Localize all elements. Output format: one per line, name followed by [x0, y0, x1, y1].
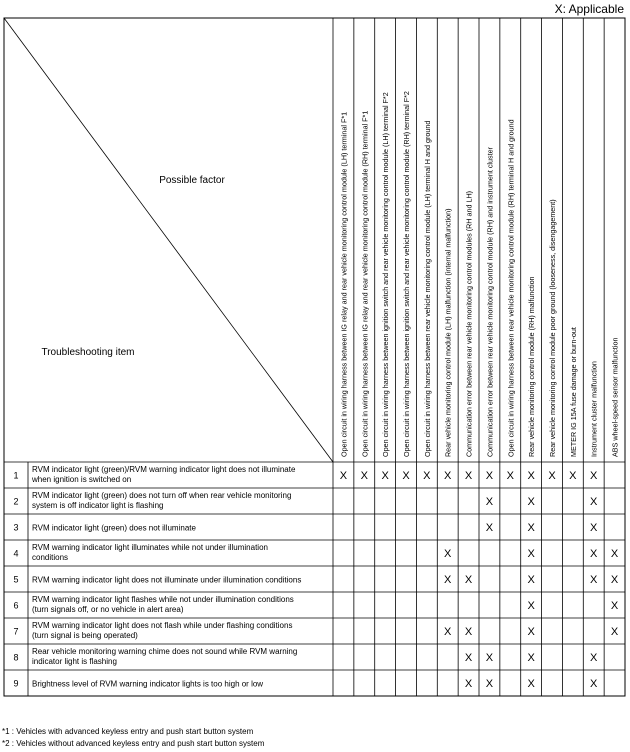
table-body: [13, 465, 618, 690]
applicable-mark: X: [423, 470, 431, 482]
applicable-mark: X: [444, 574, 452, 586]
applicable-mark: X: [527, 496, 535, 508]
table-row: [13, 678, 598, 690]
table-row: [13, 491, 598, 510]
applicable-mark: X: [548, 470, 556, 482]
row-number: 1: [13, 470, 19, 481]
troubleshooting-item-text: when ignition is switched on: [32, 475, 132, 484]
applicable-mark: X: [590, 678, 598, 690]
applicable-mark: X: [506, 470, 514, 482]
row-number: 4: [13, 548, 19, 559]
applicable-mark: X: [339, 470, 348, 482]
row-number: 7: [13, 626, 19, 637]
troubleshooting-item-text: conditions: [32, 553, 69, 562]
row-number: 5: [13, 574, 19, 585]
header-diagonal: [4, 18, 333, 462]
applicable-mark: X: [590, 522, 598, 534]
footnotes: [2, 726, 264, 750]
factor-label: Communication error between rear vehicle monitoring control modules (RH and LH): [464, 190, 474, 457]
applicable-mark: X: [610, 626, 619, 638]
applicable-mark: X: [485, 522, 494, 534]
applicable-mark: X: [444, 626, 452, 638]
table-row: [13, 465, 598, 484]
factor-label: Open circuit in wiring harness between rear vehicle monitoring control module (LH) terminal H and ground: [422, 120, 432, 457]
applicable-mark: X: [444, 470, 452, 482]
applicable-mark: X: [590, 574, 598, 586]
table-row: [13, 647, 598, 666]
troubleshooting-item-text: indicator light is flashing: [32, 657, 117, 666]
row-number: 8: [13, 652, 19, 663]
applicable-mark: X: [485, 496, 494, 508]
applicable-mark: X: [527, 678, 535, 690]
troubleshooting-item-label: Troubleshooting item: [41, 347, 135, 358]
table-row: [13, 574, 618, 586]
troubleshooting-item-text: system is off indicator light is flashing: [32, 501, 164, 510]
factor-label: Rear vehicle monitoring control module poor ground (looseness, disengagement): [548, 199, 557, 457]
applicable-mark: X: [590, 470, 598, 482]
factor-label: METER IG 15A fuse damage or burn-out: [568, 327, 578, 457]
footnote-2: *2 : Vehicles without advanced keyless entry and push start button system: [2, 739, 265, 748]
table-row: [13, 543, 618, 562]
applicable-mark: X: [464, 470, 473, 482]
applicable-mark: X: [464, 652, 473, 664]
applicable-mark: X: [527, 600, 535, 612]
troubleshooting-item-text: RVM warning indicator light does not illuminate under illumination conditions: [32, 575, 302, 585]
applicable-mark: X: [590, 652, 598, 664]
applicable-mark: X: [485, 678, 494, 690]
applicable-mark: X: [464, 626, 473, 638]
footnote-1: *1 : Vehicles with advanced keyless entry and push start button system: [2, 727, 254, 736]
troubleshooting-item-text: RVM indicator light (green) does not turn off when rear vehicle monitoring: [32, 491, 292, 500]
troubleshooting-item-text: RVM warning indicator light flashes while not under illumination conditions: [32, 595, 294, 604]
row-number: 9: [13, 678, 19, 689]
troubleshooting-item-text: Rear vehicle monitoring warning chime does not sound while RVM warning: [32, 647, 298, 656]
applicable-mark: X: [464, 574, 473, 586]
table-row: [13, 522, 598, 534]
applicable-mark: X: [360, 470, 368, 482]
troubleshooting-item-text: RVM indicator light (green) does not illuminate: [32, 523, 196, 533]
applicable-mark: X: [485, 470, 494, 482]
troubleshooting-item-text: RVM warning indicator light does not flash while under flashing conditions: [32, 621, 293, 630]
applicable-mark: X: [527, 626, 535, 638]
row-number: 3: [13, 522, 19, 533]
troubleshooting-item-text: (turn signal is being operated): [32, 631, 138, 640]
applicable-mark: X: [610, 574, 619, 586]
possible-factor-label: Possible factor: [159, 175, 225, 186]
table-row: [13, 595, 618, 614]
factor-label: Instrument cluster malfunction: [589, 361, 599, 457]
applicable-mark: X: [402, 470, 410, 482]
applicable-mark: X: [527, 548, 535, 560]
row-number: 6: [13, 600, 19, 611]
applicable-mark: X: [527, 522, 535, 534]
applicable-mark: X: [610, 600, 619, 612]
factor-label: Open circuit in wiring harness between ignition switch and rear vehicle monitoring control module (LH) terminal F*2: [381, 92, 391, 457]
applicable-mark: X: [485, 652, 494, 664]
troubleshooting-item-text: RVM indicator light (green)/RVM warning indicator light does not illuminate: [32, 465, 296, 474]
factor-label: Rear vehicle monitoring control module (RH) malfunction: [527, 276, 537, 457]
troubleshooting-item-text: (turn signals off, or no vehicle in alert area): [32, 605, 184, 614]
applicable-mark: X: [590, 548, 598, 560]
factor-label: Open circuit in wiring harness between rear vehicle monitoring control module (RH) terminal H and ground: [506, 119, 516, 457]
applicable-mark: X: [464, 678, 473, 690]
applicable-mark: X: [527, 652, 535, 664]
troubleshooting-item-text: Brightness level of RVM warning indicator lights is too high or low: [32, 679, 264, 689]
factor-label: Open circuit in wiring harness between ignition switch and rear vehicle monitoring control module (RH) terminal F*2: [402, 91, 411, 457]
troubleshooting-item-text: RVM warning indicator light illuminates while not under illumination: [32, 543, 268, 552]
factor-label: Open circuit in wiring harness between IG relay and rear vehicle monitoring control module (LH) terminal F*1: [339, 111, 349, 457]
row-number: 2: [13, 496, 19, 507]
applicable-mark: X: [569, 470, 577, 482]
factor-header-labels: [339, 91, 619, 457]
applicable-mark: X: [527, 470, 535, 482]
factor-label: ABS wheel-speed sensor malfunction: [610, 337, 620, 457]
factor-label: Communication error between rear vehicle monitoring control module (RH) and instrument cluster: [485, 146, 495, 457]
applicable-mark: X: [590, 496, 598, 508]
factor-label: Rear vehicle monitoring control module (LH) malfunction (internal malfunction): [443, 208, 453, 457]
applicable-mark: X: [444, 548, 452, 560]
applicable-mark: X: [527, 574, 535, 586]
factor-label: Open circuit in wiring harness between IG relay and rear vehicle monitoring control module (RH) terminal F*1: [360, 110, 370, 457]
applicable-mark: X: [610, 548, 619, 560]
legend-applicable: X: Applicable: [554, 2, 624, 16]
applicable-mark: X: [381, 470, 389, 482]
table-row: [13, 621, 618, 640]
